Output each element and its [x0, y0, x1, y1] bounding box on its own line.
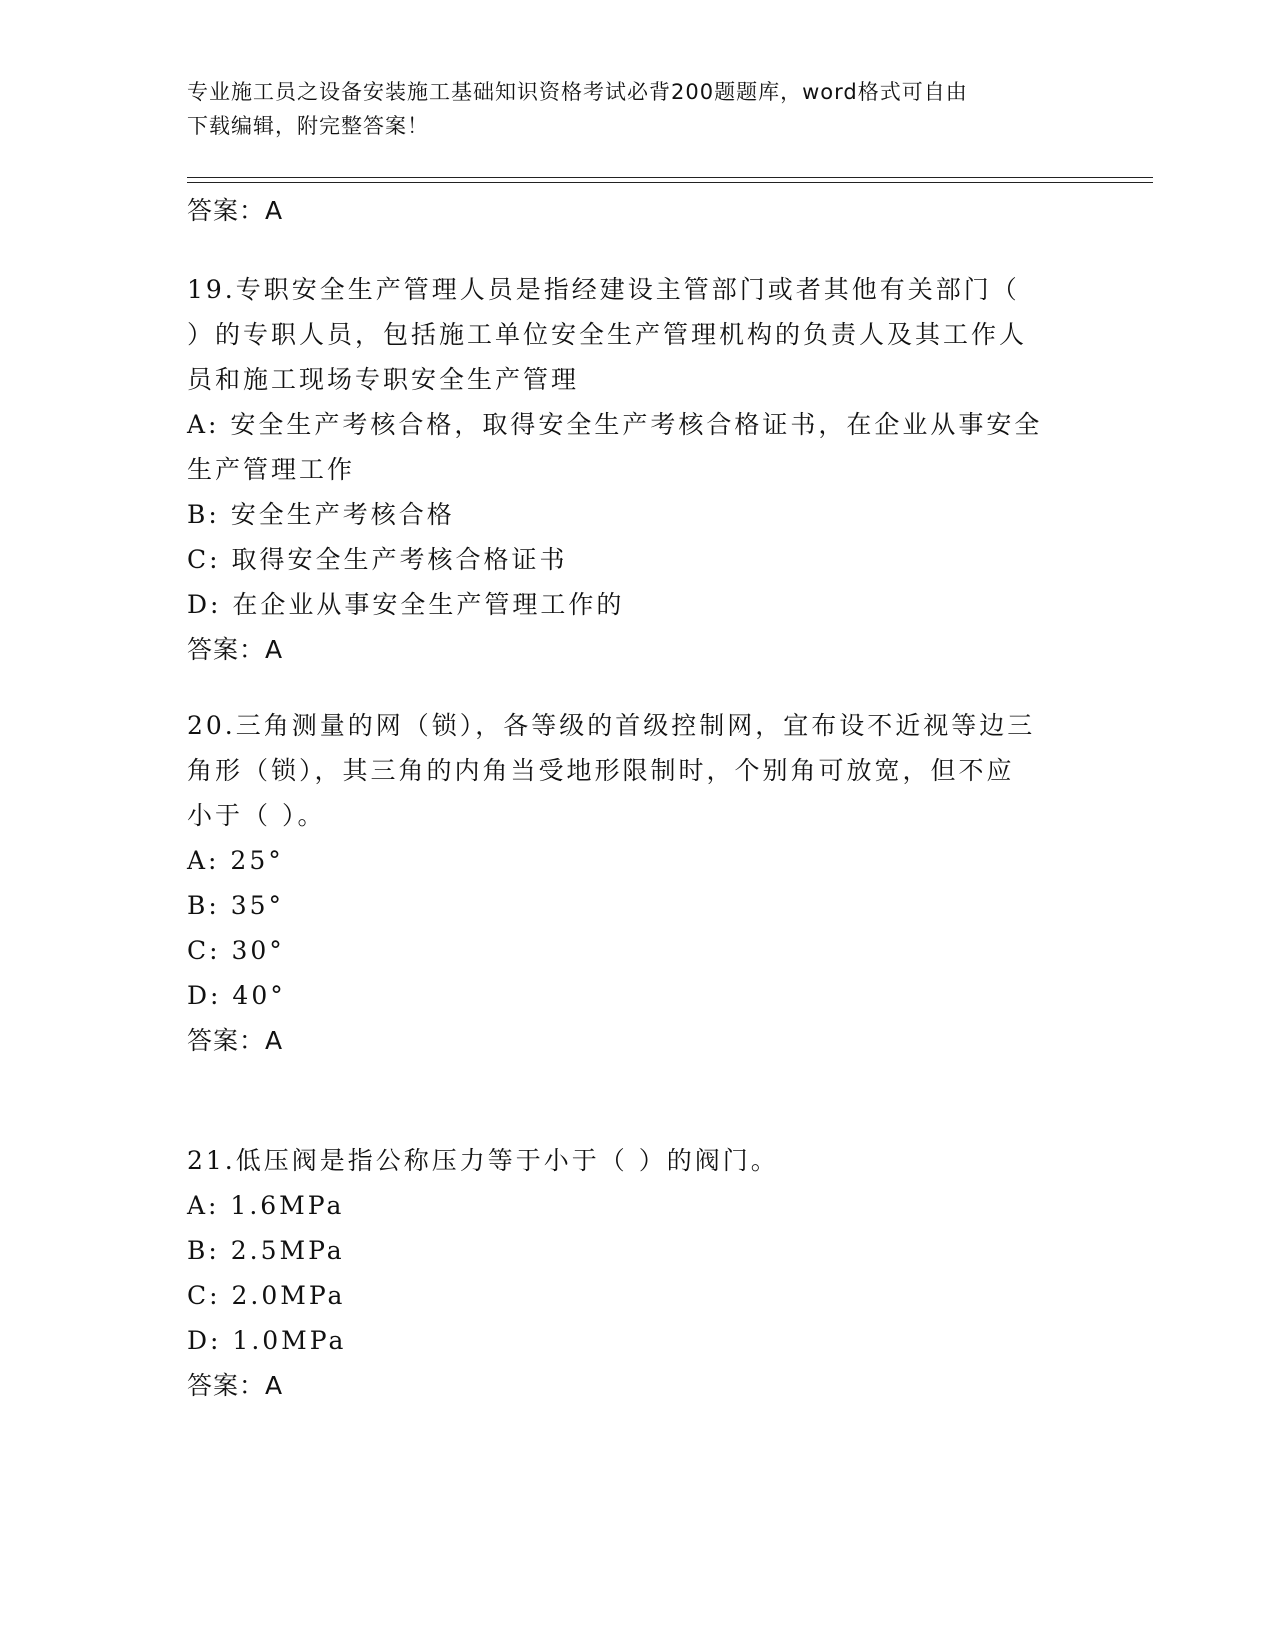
option-d: D: 在企业从事安全生产管理工作的 [187, 590, 625, 619]
question-stem-line: 小于（ ）。 [187, 801, 326, 830]
option-b: B: 2.5MPa [187, 1236, 345, 1265]
option-c: C: 30° [187, 936, 285, 965]
option-a: A: 1.6MPa [187, 1191, 345, 1220]
answer-label: 答案：A [187, 1371, 284, 1400]
option-a: A: 25° [187, 846, 284, 875]
previous-answer: 答案：A [187, 196, 284, 225]
question-stem-line: 员和施工现场专职安全生产管理 [187, 365, 580, 394]
question-stem-line: 20.三角测量的网（锁），各等级的首级控制网，宜布设不近视等边三 [187, 711, 1036, 740]
option-d: D: 40° [187, 981, 286, 1010]
header-divider-bottom [187, 182, 1153, 183]
header-line-1: 专业施工员之设备安装施工基础知识资格考试必背200题题库，word格式可自由 [187, 80, 968, 104]
answer-label: 答案：A [187, 1026, 284, 1055]
option-c: C: 取得安全生产考核合格证书 [187, 545, 568, 574]
option-a: A: 安全生产考核合格，取得安全生产考核合格证书，在企业从事安全 [187, 410, 1043, 439]
question-stem-line: 19.专职安全生产管理人员是指经建设主管部门或者其他有关部门（ [187, 275, 1020, 304]
question-21 [187, 1138, 1087, 1408]
question-stem-line: 角形（锁），其三角的内角当受地形限制时，个别角可放宽，但不应 [187, 756, 1015, 785]
option-b: B: 35° [187, 891, 285, 920]
question-19 [187, 267, 1087, 672]
page-header [187, 75, 1087, 143]
question-20 [187, 703, 1087, 1063]
question-stem-line: ）的专职人员，包括施工单位安全生产管理机构的负责人及其工作人 [187, 320, 1028, 349]
question-stem-line: 21.低压阀是指公称压力等于小于（ ）的阀门。 [187, 1146, 779, 1175]
header-line-2: 下载编辑，附完整答案！ [187, 114, 429, 138]
option-b: B: 安全生产考核合格 [187, 500, 455, 529]
option-a-continued: 生产管理工作 [187, 455, 356, 484]
option-c: C: 2.0MPa [187, 1281, 346, 1310]
option-d: D: 1.0MPa [187, 1326, 347, 1355]
answer-label: 答案：A [187, 635, 284, 664]
header-divider-top [187, 177, 1153, 178]
